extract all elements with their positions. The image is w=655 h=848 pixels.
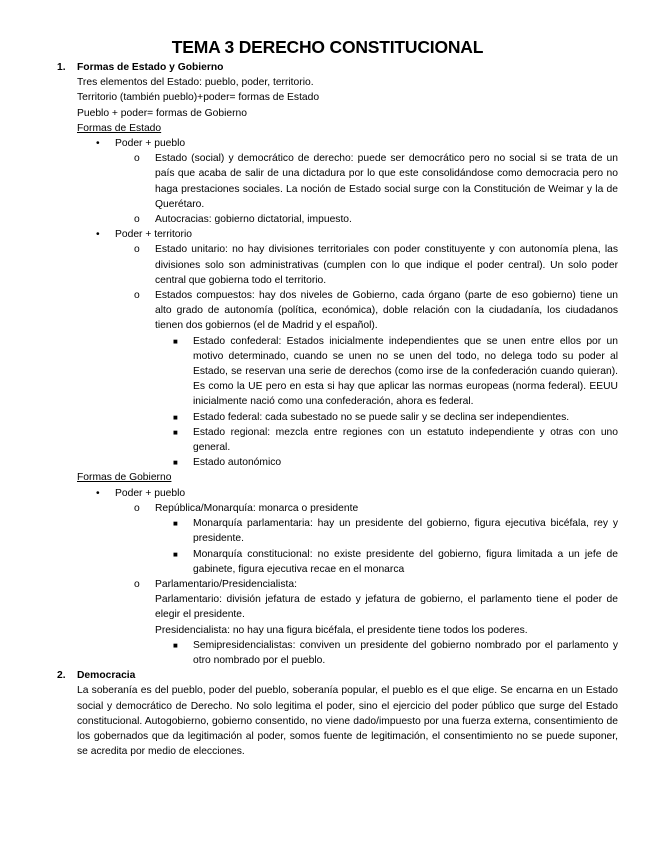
paragraph [0, 592, 655, 622]
circle-marker: o [134, 153, 140, 165]
bullet-marker: • [96, 229, 100, 241]
square-marker: ■ [173, 640, 178, 650]
list-item [0, 288, 655, 334]
subheading-formas-gobierno: Formas de Gobierno [77, 472, 172, 484]
list-item [0, 455, 655, 470]
list-item-text: Estado autonómico [193, 457, 282, 469]
square-marker: ■ [173, 549, 178, 559]
section-number: 1. [57, 62, 66, 73]
intro-line: Tres elementos del Estado: pueblo, poder, territorio. [77, 77, 314, 89]
circle-marker: o [134, 214, 140, 226]
square-marker: ■ [173, 427, 178, 437]
list-item [0, 577, 655, 592]
circle-marker: o [134, 290, 140, 302]
list-item-text: Poder + pueblo [115, 138, 186, 150]
subheading-formas-estado: Formas de Estado [77, 122, 162, 134]
list-item [0, 136, 655, 151]
list-item-text: Estados compuestos: hay dos niveles de Gobierno, cada órgano (parte de eso gobierno) tiene un alto grado de autonomía (política, económica), doble relación con la ciudadanía, los ciudadanos tienen dos gobiernos (el de Madrid y el español). [155, 290, 618, 332]
list-item-text: Autocracias: gobierno dictatorial, impuesto. [155, 214, 352, 226]
section-number: 2. [57, 670, 66, 682]
list-item [0, 501, 655, 516]
list-item [0, 425, 655, 455]
list-item-text: Poder + pueblo [115, 487, 186, 499]
list-item [0, 410, 655, 425]
list-item [0, 486, 655, 501]
list-item [0, 242, 655, 288]
paragraph-text: Parlamentario: división jefatura de estado y jefatura de gobierno, el parlamento tiene el poder de elegir el presidente. [155, 594, 618, 621]
list-item-text: Monarquía parlamentaria: hay un presidente del gobierno, figura ejecutiva bicéfala, rey y presidente. [193, 518, 618, 545]
intro-line: Territorio (también pueblo)+poder= formas de Estado [77, 92, 320, 104]
document-body [0, 60, 655, 759]
list-item-text: Semipresidencialistas: conviven un presidente del gobierno nombrado por el parlamento y otro nombrado por el pueblo. [193, 639, 618, 666]
list-item [0, 151, 655, 212]
circle-marker: o [134, 502, 140, 514]
bullet-marker: • [96, 487, 100, 499]
list-item-text: Estado federal: cada subestado no se puede salir y se declina ser independientes. [193, 411, 570, 423]
section-title: Formas de Estado y Gobierno [77, 62, 224, 73]
list-item-text: Parlamentario/Presidencialista: [155, 578, 297, 590]
document-title: TEMA 3 DERECHO CONSTITUCIONAL [171, 37, 484, 57]
list-item [0, 547, 655, 577]
list-item-text: Estado regional: mezcla entre regiones con un estatuto independiente y otras con uno general. [193, 426, 618, 454]
bullet-marker: • [96, 138, 100, 150]
paragraph [0, 623, 655, 638]
democracia-paragraph: La soberanía es del pueblo, poder del pueblo, soberanía popular, el pueblo es el que elige. Se encarna en un Estado social y democrático de Derecho. No solo legitima el poder, sino el ejercicio del poder público que surge del Estado constitucional. Autogobierno, gobierno consentido, no viene dado/impuesto por una fuerza externa, consentimiento de los gobernados que da legitimación al poder, somos fuente de legitimación, el consentimiento no se puede suponer, se acredita por medio de elecciones. [77, 685, 618, 758]
square-marker: ■ [173, 458, 178, 468]
list-item [0, 638, 655, 668]
paragraph-text: Presidencialista: no hay una figura bicéfala, el presidente tiene todos los poderes. [155, 624, 528, 636]
list-item [0, 227, 655, 242]
intro-line: Pueblo + poder= formas de Gobierno [77, 107, 248, 119]
list-item-text: Estado confederal: Estados inicialmente independientes que se unen entre ellos por un motivo determinado, cuando se unen no se unen del todo, no delega todo su poder al Estado, se reservan una serie de derechos (como irse de la confederación cuando quieran). Es como la UE pero en esta si hay que aplicar las normas europeas (norma federal). EEUU inicialmente nació como una confederación, ahora es federal. [193, 335, 618, 408]
list-item [0, 212, 655, 227]
square-marker: ■ [173, 412, 178, 422]
square-marker: ■ [173, 519, 178, 529]
list-item-text: Estado (social) y democrático de derecho: puede ser democrático pero no social si se trata de un país que acaba de salir de una dictadura por lo que este consolidándose como democracia pero no haga prestaciones sociales. La noción de Estado social surge con la Constitución de Weimar y la de Querétaro. [155, 153, 618, 210]
circle-marker: o [134, 578, 140, 590]
section-1-heading [0, 60, 655, 75]
list-item [0, 516, 655, 546]
list-item-text: Monarquía constitucional: no existe presidente del gobierno, figura limitada a un jefe de gabinete, figura ejecutiva recae en el monarca [193, 548, 618, 575]
list-item [0, 334, 655, 410]
list-item-text: República/Monarquía: monarca o presidente [155, 502, 359, 514]
section-title: Democracia [77, 670, 136, 682]
square-marker: ■ [173, 336, 178, 346]
list-item-text: Estado unitario: no hay divisiones territoriales con poder constituyente y con autonomía plena, las divisiones solo son administrativas (cumplen con lo que indique el poder central). Un solo poder central que gobierna todo el territorio. [155, 244, 618, 286]
section-2-heading [0, 668, 655, 683]
list-item-text: Poder + territorio [115, 229, 192, 241]
circle-marker: o [134, 244, 140, 256]
